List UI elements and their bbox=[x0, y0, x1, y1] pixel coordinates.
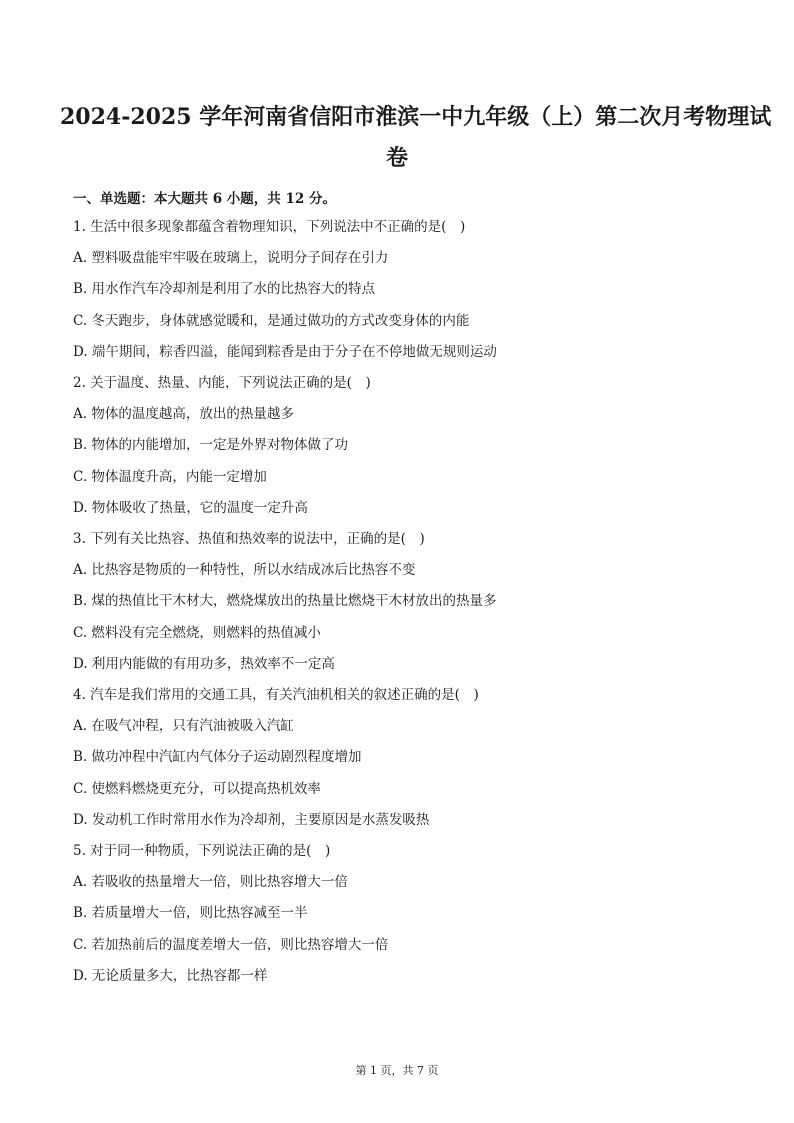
question-3-option-b: B. 煤的热值比干木材大，燃烧煤放出的热量比燃烧干木材放出的热量多 bbox=[73, 593, 497, 609]
question-1-stem: 1. 生活中很多现象都蕴含着物理知识，下列说法中不正确的是( ) bbox=[73, 219, 466, 235]
question-2-option-b: B. 物体的内能增加，一定是外界对物体做了功 bbox=[73, 437, 349, 453]
exam-title-line-1: 2024-2025 学年河南省信阳市淮滨一中九年级（上）第二次月考物理试 bbox=[60, 104, 772, 130]
question-3-option-a: A. 比热容是物质的一种特性，所以水结成冰后比热容不变 bbox=[73, 562, 416, 578]
question-3-stem: 3. 下列有关比热容、热值和热效率的说法中，正确的是( ) bbox=[73, 531, 425, 547]
question-1-option-b: B. 用水作汽车冷却剂是利用了水的比热容大的特点 bbox=[73, 281, 376, 297]
exam-title-line-2: 卷 bbox=[385, 145, 408, 171]
question-5-option-a: A. 若吸收的热量增大一倍，则比热容增大一倍 bbox=[73, 874, 348, 890]
question-3-option-d: D. 利用内能做的有用功多，热效率不一定高 bbox=[73, 656, 335, 672]
question-5-option-d: D. 无论质量多大，比热容都一样 bbox=[73, 968, 268, 984]
section-heading: 一、单选题：本大题共 6 小题，共 12 分。 bbox=[73, 191, 336, 207]
question-5-option-b: B. 若质量增大一倍，则比热容减至一半 bbox=[73, 905, 308, 921]
question-4-option-d: D. 发动机工作时常用水作为冷却剂，主要原因是水蒸发吸热 bbox=[73, 812, 430, 828]
question-1-option-c: C. 冬天跑步，身体就感觉暖和，是通过做功的方式改变身体的内能 bbox=[73, 313, 470, 329]
question-3-option-c: C. 燃料没有完全燃烧，则燃料的热值减小 bbox=[73, 625, 321, 641]
question-2-option-a: A. 物体的温度越高，放出的热量越多 bbox=[73, 406, 294, 422]
question-2-option-c: C. 物体温度升高，内能一定增加 bbox=[73, 469, 267, 485]
question-4-stem: 4. 汽车是我们常用的交通工具，有关汽油机相关的叙述正确的是( ) bbox=[73, 687, 479, 703]
question-2-stem: 2. 关于温度、热量、内能，下列说法正确的是( ) bbox=[73, 375, 371, 391]
question-1-option-a: A. 塑料吸盘能牢牢吸在玻璃上，说明分子间存在引力 bbox=[73, 250, 389, 266]
question-4-option-c: C. 使燃料燃烧更充分，可以提高热机效率 bbox=[73, 781, 321, 797]
question-5-stem: 5. 对于同一种物质，下列说法正确的是( ) bbox=[73, 843, 331, 859]
question-4-option-b: B. 做功冲程中汽缸内气体分子运动剧烈程度增加 bbox=[73, 749, 362, 765]
question-2-option-d: D. 物体吸收了热量，它的温度一定升高 bbox=[73, 500, 308, 516]
question-1-option-d: D. 端午期间，粽香四溢，能闻到粽香是由于分子在不停地做无规则运动 bbox=[73, 344, 497, 360]
question-4-option-a: A. 在吸气冲程，只有汽油被吸入汽缸 bbox=[73, 718, 294, 734]
page-number: 第 1 页，共 7 页 bbox=[355, 1064, 439, 1077]
question-5-option-c: C. 若加热前后的温度差增大一倍，则比热容增大一倍 bbox=[73, 937, 389, 953]
